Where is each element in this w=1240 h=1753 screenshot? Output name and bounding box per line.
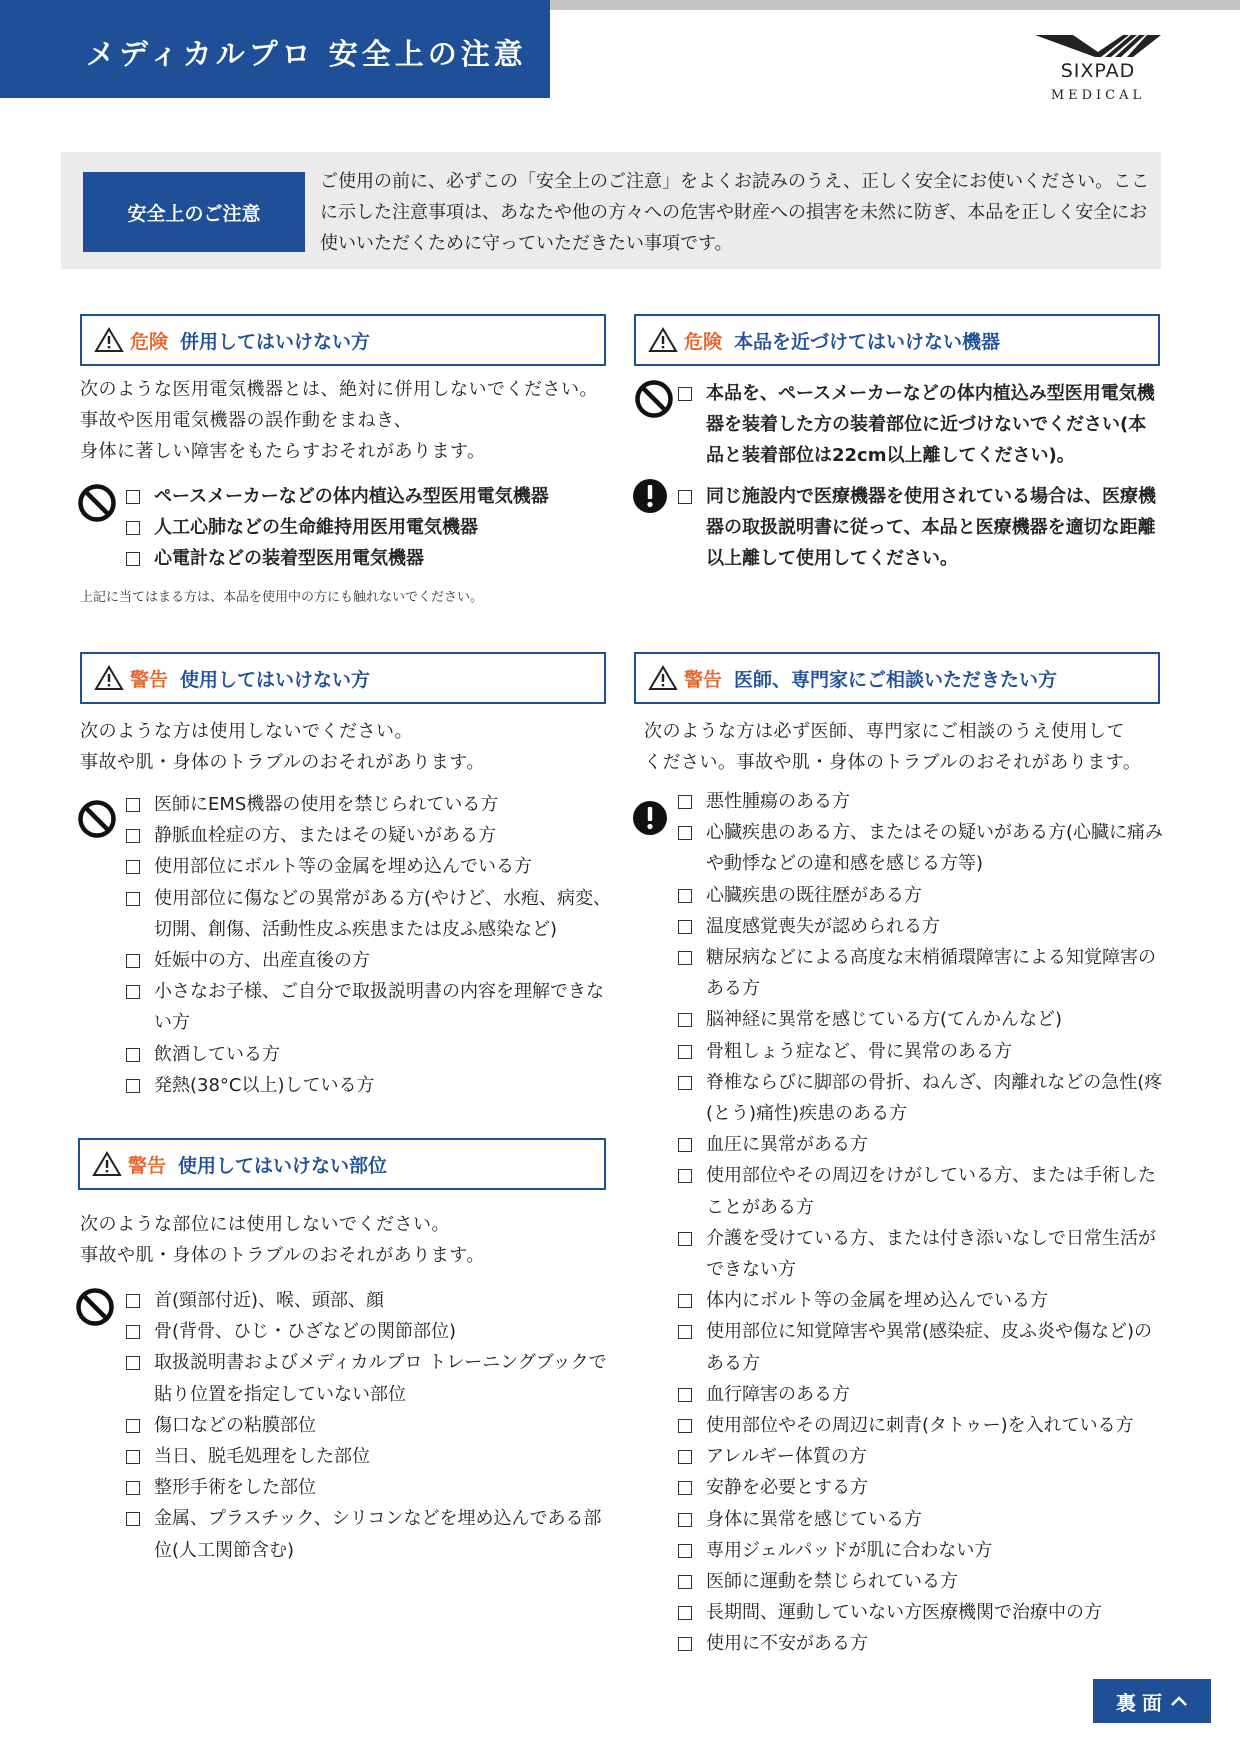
section-title: 併用してはいけない方 <box>180 330 371 353</box>
description-line: 次のような方は必ず医師、専門家にご相談のうえ使用して <box>644 721 1125 742</box>
list-item: 身体に異常を感じている方 <box>676 1504 1164 1535</box>
list-item: 小さなお子様、ご自分で取扱説明書の内容を理解できない方 <box>124 976 612 1038</box>
prohibition-icon <box>77 483 117 523</box>
warning-triangle-icon <box>94 665 124 691</box>
list-item: 糖尿病などによる高度な末梢循環障害による知覚障害のある方 <box>676 942 1164 1004</box>
description-line: 次のような部位には使用しないでください。 <box>80 1214 450 1235</box>
list-item: 使用部位やその周辺をけがしている方、または手術したことがある方 <box>676 1160 1164 1222</box>
prohibited-users-list <box>124 789 612 1101</box>
intro-panel <box>61 152 1161 269</box>
list-item: 妊娠中の方、出産直後の方 <box>124 945 612 976</box>
section-danger-keep-away-header <box>634 314 1160 366</box>
list-item: 医師にEMS機器の使用を禁じられている方 <box>124 789 612 820</box>
warning-triangle-icon <box>92 1151 122 1177</box>
section-title: 医師、専門家にご相談いただきたい方 <box>734 668 1058 691</box>
list-item: 使用部位に知覚障害や異常(感染症、皮ふ炎や傷など)のある方 <box>676 1316 1164 1378</box>
list-item: 心臓疾患の既往歴がある方 <box>676 880 1164 911</box>
list-item: 飲酒している方 <box>124 1039 612 1070</box>
description-line: 次のような方は使用しないでください。 <box>80 721 413 742</box>
description-line: 身体に著しい障害をもたらすおそれがあります。 <box>80 441 486 462</box>
list-item: 脊椎ならびに脚部の骨折、ねんざ、肉離れなどの急性(疼(とう)痛性)疾患のある方 <box>676 1067 1164 1129</box>
section-title: 本品を近づけてはいけない機器 <box>734 330 1001 353</box>
section-title: 使用してはいけない部位 <box>178 1154 388 1177</box>
list-item: 整形手術をした部位 <box>124 1472 612 1503</box>
intro-tag: 安全上のご注意 <box>83 172 305 252</box>
list-item: 使用に不安がある方 <box>676 1628 1164 1659</box>
list-item: 脳神経に異常を感じている方(てんかんなど) <box>676 1004 1164 1035</box>
list-item: アレルギー体質の方 <box>676 1441 1164 1472</box>
section-description <box>80 1209 620 1271</box>
section-description <box>80 374 620 467</box>
list-item: 血行障害のある方 <box>676 1379 1164 1410</box>
warning-triangle-icon <box>648 665 678 691</box>
mandatory-exclamation-icon <box>632 800 668 836</box>
list-item: 医師に運動を禁じられている方 <box>676 1566 1164 1597</box>
list-item: 長期間、運動していない方医療機関で治療中の方 <box>676 1597 1164 1628</box>
description-line: 次のような医用電気機器とは、絶対に併用しないでください。 <box>80 379 598 400</box>
list-item: 温度感覚喪失が認められる方 <box>676 911 1164 942</box>
section-description <box>80 716 620 778</box>
list-item: 使用部位やその周辺に刺青(タトゥー)を入れている方 <box>676 1410 1164 1441</box>
back-side-label: 裏面 <box>1116 1690 1168 1715</box>
list-item: 血圧に異常がある方 <box>676 1129 1164 1160</box>
section-warning-users-header <box>80 652 606 704</box>
list-item: 傷口などの粘膜部位 <box>124 1410 612 1441</box>
intro-text: ご使用の前に、必ずこの「安全上のご注意」をよくお読みのうえ、正しく安全にお使いください。ここに示した注意事項は、あなたや他の方々への危害や財産への損害を未然に防ぎ、本品を正しく安全にお使いいただくために守っていただきたい事項です。 <box>320 171 1150 254</box>
section-title: 使用してはいけない方 <box>180 668 371 691</box>
list-item: 安静を必要とする方 <box>676 1472 1164 1503</box>
list-item: 悪性腫瘍のある方 <box>676 786 1164 817</box>
list-item: 介護を受けている方、または付き添いなしで日常生活ができない方 <box>676 1223 1164 1285</box>
prohibition-icon <box>634 379 674 419</box>
list-item: 金属、プラスチック、シリコンなどを埋め込んである部位(人工関節含む) <box>124 1503 612 1565</box>
logo-sub: MEDICAL <box>1050 88 1146 103</box>
list-item: 発熱(38°C以上)している方 <box>124 1070 612 1101</box>
chevron-up-icon <box>1170 1695 1188 1707</box>
section-note: 上記に当てはまる方は、本品を使用中の方にも触れないでください。 <box>80 590 484 605</box>
warning-triangle-icon <box>94 327 124 353</box>
danger-device-list <box>124 481 614 575</box>
list-item: 首(頸部付近)、喉、頭部、顔 <box>124 1285 612 1316</box>
list-item: 心電計などの装着型医用電気機器 <box>124 543 614 574</box>
section-level: 危険 <box>130 330 169 353</box>
section-warning-consult-header <box>634 652 1160 704</box>
list-item: 当日、脱毛処理をした部位 <box>124 1441 612 1472</box>
list-item: 心臓疾患のある方、またはその疑いがある方(心臓に痛みや動悸などの違和感を感じる方等) <box>676 817 1164 879</box>
header-accent-bar <box>550 0 1240 10</box>
section-level: 警告 <box>130 668 169 691</box>
description-line: ください。事故や肌・身体のトラブルのおそれがあります。 <box>644 752 1142 773</box>
section-level: 警告 <box>684 668 723 691</box>
list-item: 使用部位にボルト等の金属を埋め込んでいる方 <box>124 851 612 882</box>
description-line: 事故や肌・身体のトラブルのおそれがあります。 <box>80 752 485 773</box>
list-item: 静脈血栓症の方、またはその疑いがある方 <box>124 820 612 851</box>
warning-triangle-icon <box>648 327 678 353</box>
keep-away-item-1 <box>676 378 1162 472</box>
list-item: 本品を、ペースメーカーなどの体内植込み型医用電気機器を装着した方の装着部位に近づけないでください(本品と装着部位は22cm以上離してください)。 <box>676 378 1162 472</box>
prohibition-icon <box>77 799 117 839</box>
mandatory-exclamation-icon <box>632 478 668 514</box>
list-item: 使用部位に傷などの異常がある方(やけど、水疱、病変、切開、創傷、活動性皮ふ疾患または皮ふ感染など) <box>124 883 612 945</box>
section-level: 警告 <box>128 1154 167 1177</box>
section-description <box>644 716 1164 778</box>
back-side-button[interactable] <box>1093 1679 1211 1723</box>
list-item: 専用ジェルパッドが肌に合わない方 <box>676 1535 1164 1566</box>
section-danger-combined-use-header <box>80 314 606 366</box>
sixpad-medical-logo <box>1028 32 1168 112</box>
section-warning-body-parts-header <box>78 1138 606 1190</box>
description-line: 事故や医用電気機器の誤作動をまねき、 <box>80 410 413 431</box>
prohibition-icon <box>75 1287 115 1327</box>
keep-away-item-2 <box>676 481 1162 575</box>
list-item: 骨(背骨、ひじ・ひざなどの関節部位) <box>124 1316 612 1347</box>
list-item: 骨粗しょう症など、骨に異常のある方 <box>676 1036 1164 1067</box>
list-item: ペースメーカーなどの体内植込み型医用電気機器 <box>124 481 614 512</box>
section-level: 危険 <box>684 330 723 353</box>
list-item: 人工心肺などの生命維持用医用電気機器 <box>124 512 614 543</box>
list-item: 取扱説明書およびメディカルプロ トレーニングブックで貼り位置を指定していない部位 <box>124 1347 612 1409</box>
list-item: 体内にボルト等の金属を埋め込んでいる方 <box>676 1285 1164 1316</box>
consult-doctor-list <box>676 786 1164 1660</box>
description-line: 事故や肌・身体のトラブルのおそれがあります。 <box>80 1245 485 1266</box>
page-title: メディカルプロ 安全上の注意 <box>0 0 550 98</box>
logo-brand: SIXPAD <box>1060 60 1136 82</box>
logo-mark-icon <box>1033 32 1163 60</box>
prohibited-body-parts-list <box>124 1285 612 1566</box>
list-item: 同じ施設内で医療機器を使用されている場合は、医療機器の取扱説明書に従って、本品と医療機器を適切な距離以上離して使用してください。 <box>676 481 1162 575</box>
